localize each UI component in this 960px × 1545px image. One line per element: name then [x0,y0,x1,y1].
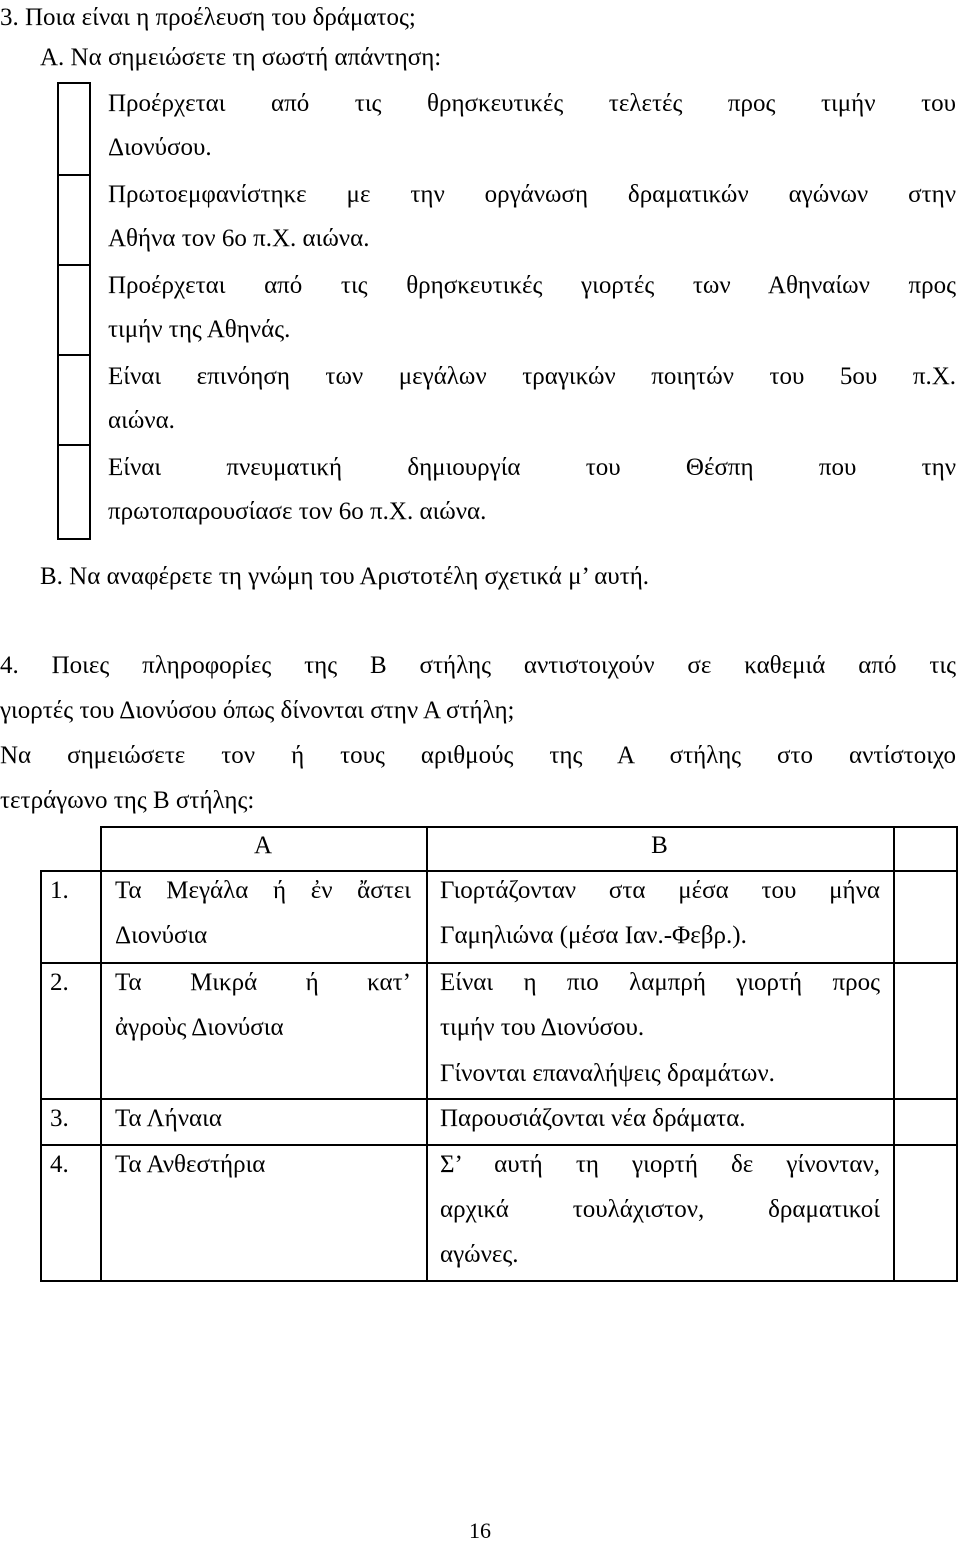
option-3-line-2: τιμήν της Αθηνάς. [108,316,291,343]
q4-line-4: τετράγωνο της Β στήλης: [0,787,255,814]
column-b-header: Β [651,832,668,859]
q4-line-1: 4. Ποιες πληροφορίες της Β στήλης αντιστοιχούν σε καθεμιά από τις [0,652,956,679]
info-text: Σ’ αυτή τη γιορτή δε γίνονταν, [440,1151,880,1178]
info-text-cont: Γαμηλιώνα (μέσα Ιαν.-Φεβρ.). [440,922,747,949]
q3-part-b-instruction: Β. Να αναφέρετε τη γνώμη του Αριστοτέλη σχετικά μ’ αυτή. [40,563,650,590]
option-2-line-2: Αθήνα τον 6ο π.Χ. αιώνα. [108,225,370,252]
q4-line-3: Να σημειώσετε τον ή τους αριθμούς της Α στήλης στο αντίστοιχο [0,742,956,769]
info-text: Είναι η πιο λαμπρή γιορτή προς [440,969,880,996]
checkbox-option-3[interactable] [57,262,91,352]
festival-name-cont: ἀγροὺς Διονύσια [115,1014,284,1041]
column-a-header: Α [253,832,273,859]
page-number: 16 [469,1518,491,1543]
option-4-line-2: αιώνα. [108,407,175,434]
festival-name: Τα Μικρά ή κατ’ [115,969,411,996]
row-number: 1. [50,877,69,904]
answer-box-row-1[interactable] [895,872,955,960]
option-1-line-1: Προέρχεται από τις θρησκευτικές τελετές προς τιμήν του [108,90,956,117]
option-2-line-1: Πρωτοεμφανίστηκε με την οργάνωση δραματικών αγώνων στην [108,181,956,208]
festival-name: Τα Ανθεστήρια [115,1151,266,1178]
info-text: Γίνονται επαναλήψεις δραμάτων. [440,1060,775,1087]
q3-heading: 3. Ποια είναι η προέλευση του δράματος; [0,4,416,31]
q3-part-a-instruction: Α. Να σημειώσετε τη σωστή απάντηση: [40,44,442,71]
answer-box-row-2[interactable] [895,964,955,1096]
answer-box-row-4[interactable] [895,1146,955,1278]
row-number: 4. [50,1151,69,1178]
info-text: Γιορτάζονταν στα μέσα του μήνα [440,877,880,904]
checkbox-option-1[interactable] [57,82,91,172]
info-text-cont: αγώνες. [440,1241,519,1268]
option-1-line-2: Διονύσου. [108,134,212,161]
checkbox-option-4[interactable] [57,352,91,442]
checkbox-option-5[interactable] [57,442,91,540]
option-4-line-1: Είναι επινόηση των μεγάλων τραγικών ποιητών του 5ου π.Χ. [108,363,956,390]
checkbox-option-2[interactable] [57,172,91,262]
option-5-line-2: πρωτοπαρουσίασε τον 6ο π.Χ. αιώνα. [108,498,487,525]
option-5-line-1: Είναι πνευματική δημιουργία του Θέσπη που την [108,454,956,481]
row-number: 2. [50,969,69,996]
info-text-cont: τιμήν του Διονύσου. [440,1014,645,1041]
q4-line-2: γιορτές του Διονύσου όπως δίνονται στην Α στήλη; [0,697,515,724]
festival-name: Τα Λήναια [115,1105,222,1132]
option-3-line-1: Προέρχεται από τις θρησκευτικές γιορτές των Αθηναίων προς [108,272,956,299]
festival-name-cont: Διονύσια [115,922,208,949]
answer-box-row-3[interactable] [895,1100,955,1142]
info-text-cont: αρχικά τουλάχιστον, δραματικοί [440,1196,880,1223]
info-text: Παρουσιάζονται νέα δράματα. [440,1105,746,1132]
festival-name: Τα Μεγάλα ή ἐν ἄστει [115,877,411,904]
row-number: 3. [50,1105,69,1132]
